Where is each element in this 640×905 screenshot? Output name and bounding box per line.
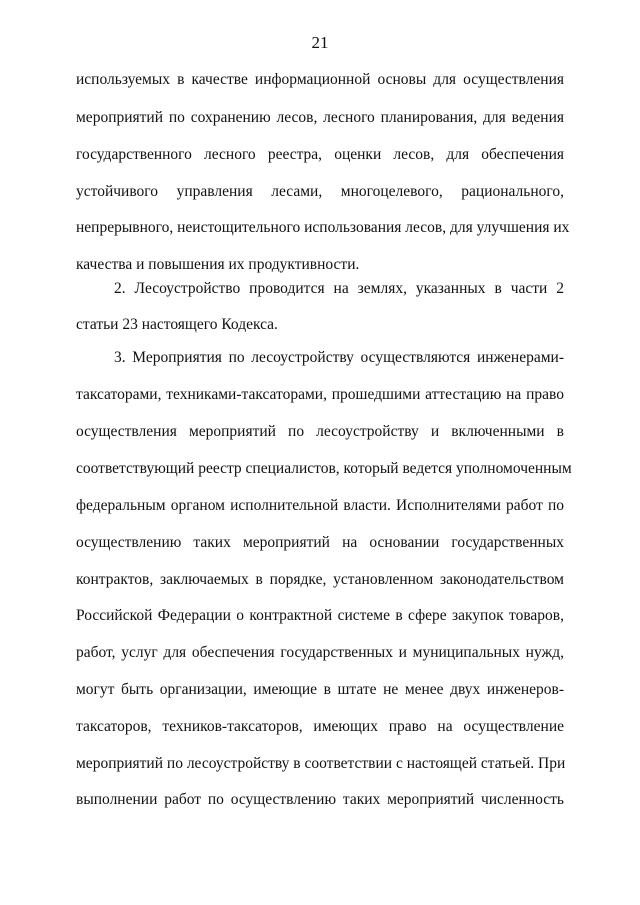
text-line: работ, услуг для обеспечения государственных и муниципальных нужд, (76, 644, 564, 661)
text-line: качества и повышения их продуктивности. (76, 256, 360, 273)
text-line: таксаторов, техников-таксаторов, имеющих право на осуществление (76, 718, 564, 735)
page-number: 21 (311, 33, 329, 52)
text-line: 2. Лесоустройство проводится на землях, указанных в части 2 (114, 280, 564, 297)
paragraph-continuation (76, 70, 570, 275)
paragraph-2 (76, 279, 564, 335)
text-line: выполнении работ по осуществлению таких мероприятий численность (76, 791, 564, 808)
text-line: таксаторами, техниками-таксаторами, прошедшими аттестацию на право (76, 386, 564, 403)
text-line: устойчивого управления лесами, многоцелевого, рационального, (76, 183, 564, 200)
text-line: осуществления мероприятий по лесоустройству и включенными в (76, 423, 564, 440)
text-line: мероприятий по сохранению лесов, лесного планирования, для ведения (76, 109, 564, 126)
text-line: осуществлению таких мероприятий на основании государственных (76, 534, 564, 551)
text-line: федеральным органом исполнительной власти. Исполнителями работ по (76, 497, 564, 514)
text-line: мероприятий по лесоустройству в соответствии с настоящей статьей. При (76, 755, 566, 772)
text-line: 3. Мероприятия по лесоустройству осуществляются инженерами- (114, 349, 564, 366)
text-line: непрерывного, неистощительного использования лесов, для улучшения их (76, 219, 570, 236)
paragraph-3 (76, 348, 572, 810)
text-line: могут быть организации, имеющие в штате не менее двух инженеров- (76, 681, 564, 698)
text-line: используемых в качестве информационной основы для осуществления (76, 71, 564, 88)
text-line: Российской Федерации о контрактной системе в сфере закупок товаров, (76, 607, 564, 624)
text-line: контрактов, заключаемых в порядке, установленном законодательством (76, 571, 564, 588)
text-line: государственного лесного реестра, оценки лесов, для обеспечения (76, 146, 564, 163)
text-line: статьи 23 настоящего Кодекса. (76, 316, 278, 333)
text-line: соответствующий реестр специалистов, который ведется уполномоченным (76, 460, 572, 477)
